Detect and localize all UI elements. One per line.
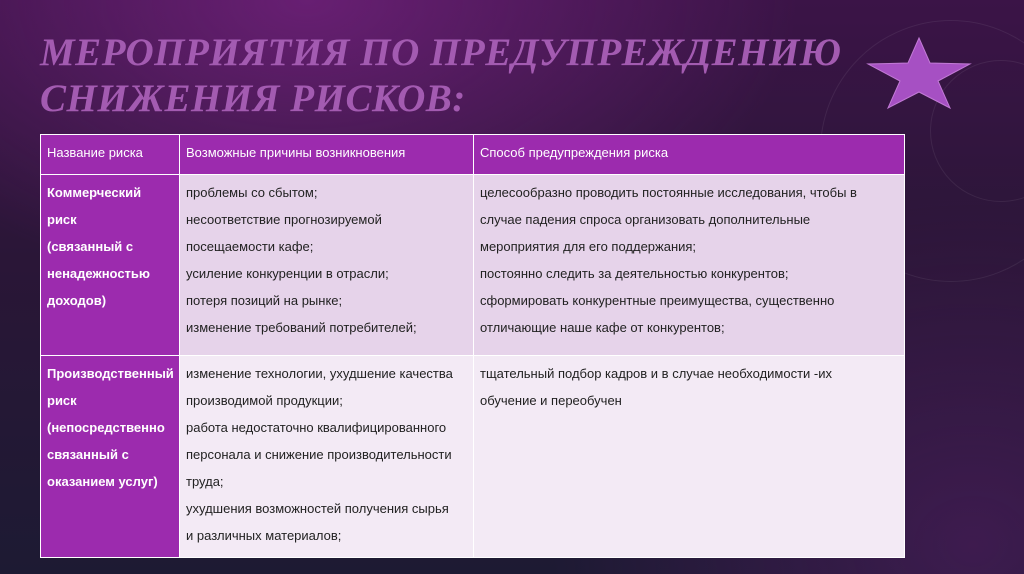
table-header-row [41, 135, 905, 175]
prevention-line: постоянно следить за деятельностью конкурентов; [480, 266, 789, 281]
risk-name-line: (непосредственно [47, 420, 165, 435]
slide-title-line-2: СНИЖЕНИЯ РИСКОВ: [40, 77, 466, 120]
cause-line: персонала и снижение производительности [186, 447, 452, 462]
cause-line: работа недостаточно квалифицированного [186, 420, 447, 435]
header-causes: Возможные причины возникновения [180, 135, 474, 175]
cause-line: изменение технологии, ухудшение качества [186, 366, 453, 381]
prevention-line: отличающие наше кафе от конкурентов; [480, 320, 725, 335]
cause-line: посещаемости кафе; [186, 239, 314, 254]
prevention-line: случае падения спроса организовать дополнительные [480, 212, 811, 227]
header-prevention: Способ предупреждения риска [474, 135, 905, 175]
prevention-line: сформировать конкурентные преимущества, существенно [480, 293, 835, 308]
causes-cell [180, 175, 474, 356]
risk-name-line: ненадежностью [47, 266, 151, 281]
header-risk-name: Название риска [41, 135, 180, 175]
star-shape [868, 38, 970, 108]
prevention-line: обучение и переобучен [480, 393, 622, 408]
risk-name-line: доходов) [47, 293, 107, 308]
risk-name-line: (связанный с [47, 239, 134, 254]
risk-name-line: оказанием услуг) [47, 474, 158, 489]
risk-name-line: Коммерческий [47, 185, 142, 200]
cause-line: усиление конкуренции в отрасли; [186, 266, 389, 281]
table-row-production-risk [41, 356, 905, 558]
cause-line: и различных материалов; [186, 528, 342, 543]
prevention-line: тщательный подбор кадров и в случае необходимости -их [480, 366, 833, 381]
cause-line: ухудшения возможностей получения сырья [186, 501, 449, 516]
cause-line: проблемы со сбытом; [186, 185, 318, 200]
star-icon [866, 36, 972, 110]
prevention-cell [474, 356, 905, 558]
risk-name-line: риск [47, 212, 77, 227]
risk-prevention-table [40, 134, 905, 558]
table-row-commercial-risk [41, 175, 905, 356]
risk-name-line: риск [47, 393, 77, 408]
slide-title [40, 30, 860, 122]
cause-line: труда; [186, 474, 224, 489]
slide-title-line-1: МЕРОПРИЯТИЯ ПО ПРЕДУПРЕЖДЕНИЮ [40, 31, 842, 74]
prevention-cell [474, 175, 905, 356]
risk-name-cell [41, 356, 180, 558]
cause-line: изменение требований потребителей; [186, 320, 417, 335]
prevention-line: мероприятия для его поддержания; [480, 239, 697, 254]
prevention-line: целесообразно проводить постоянные исследования, чтобы в [480, 185, 857, 200]
cause-line: производимой продукции; [186, 393, 343, 408]
cause-line: потеря позиций на рынке; [186, 293, 343, 308]
cause-line: несоответствие прогнозируемой [186, 212, 382, 227]
risk-name-cell [41, 175, 180, 356]
causes-cell [180, 356, 474, 558]
risk-name-line: Производственный [47, 366, 174, 381]
risk-name-line: связанный с [47, 447, 129, 462]
